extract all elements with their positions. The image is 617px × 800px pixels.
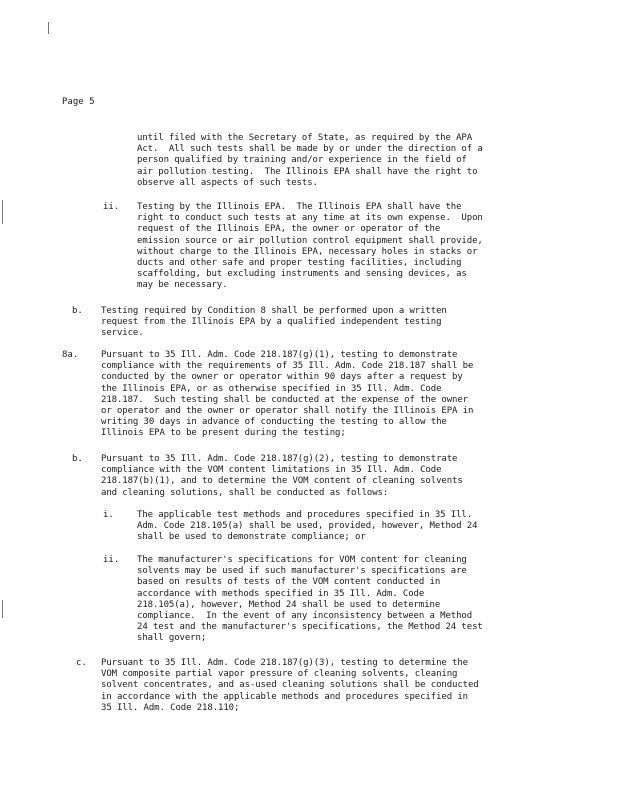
text-line: conducted by the owner or operator within 90 days after a request by: [101, 372, 463, 383]
scan-speck: [2, 200, 3, 224]
item-marker: ii.: [103, 555, 120, 565]
text-line: VOM composite partial vapor pressure of cleaning solvents, cleaning: [101, 669, 458, 680]
text-line: The manufacturer's specifications for VOM content for cleaning: [137, 555, 467, 565]
subsection-ii-manufacturer-specs: [137, 555, 483, 645]
text-line: compliance with the VOM content limitations in 35 Ill. Adm. Code: [101, 465, 442, 476]
text-line: or operator and the owner or operator shall notify the Illinois EPA in: [101, 406, 474, 417]
text-line: accordance with methods specified in 35 Ill. Adm. Code: [137, 588, 425, 599]
text-line: based on results of tests of the VOM content conducted in: [137, 577, 441, 588]
scan-speck: [2, 600, 3, 618]
item-marker: i.: [103, 510, 114, 520]
text-line: Illinois EPA to be present during the testing;: [101, 428, 346, 439]
text-line: service.: [101, 328, 144, 339]
section-8a-compliance-testing: [101, 350, 473, 440]
text-line: and cleaning solutions, shall be conducted as follows:: [101, 487, 389, 498]
text-line: Testing by the Illinois EPA. The Illinois EPA shall have the: [137, 202, 462, 212]
text-line: scaffolding, but excluding instruments and sensing devices, as: [137, 269, 467, 280]
text-line: shall govern;: [137, 633, 207, 644]
item-marker: b.: [72, 306, 83, 316]
text-line: writing 30 days in advance of conducting the testing to allow the: [101, 417, 447, 428]
text-line: right to conduct such tests at any time at its own expense. Upon: [137, 213, 483, 224]
text-line: solvents may be used if such manufacturer's specifications are: [137, 566, 467, 577]
text-line: compliance with the requirements of 35 Ill. Adm. Code 218.187 shall be: [101, 361, 474, 372]
item-marker: 8a.: [62, 350, 79, 360]
item-marker: c.: [76, 658, 87, 668]
text-line: shall be used to demonstrate compliance; or: [137, 532, 366, 543]
item-marker: ii.: [103, 202, 120, 212]
text-line: in accordance with the applicable methods and procedures specified in: [101, 691, 468, 702]
text-line: request from the Illinois EPA by a qualified independent testing: [101, 317, 442, 328]
text-line: may be necessary.: [137, 280, 228, 291]
text-line: 218.187(b)(1), and to determine the VOM content of cleaning solvents: [101, 476, 463, 487]
text-line: without charge to the Illinois EPA, necessary holes in stacks or: [137, 246, 478, 257]
text-line: Act. All such tests shall be made by or under the direction of a: [137, 144, 483, 155]
text-line: 35 Ill. Adm. Code 218.110;: [101, 702, 240, 713]
text-line: solvent concentrates, and as-used cleaning solutions shall be conducted: [101, 680, 479, 691]
text-line: Adm. Code 218.105(a) shall be used, provided, however, Method 24: [137, 521, 478, 532]
subsection-i-test-methods: [137, 510, 477, 544]
text-line: until filed with the Secretary of State, as required by the APA: [137, 133, 473, 143]
text-line: compliance. In the event of any inconsistency between a Method: [137, 611, 473, 622]
text-line: Pursuant to 35 Ill. Adm. Code 218.187(g)(3), testing to determine the: [101, 658, 468, 668]
section-c-vapor-pressure: [101, 658, 479, 714]
section-b-testing-required: [101, 306, 447, 340]
text-line: Pursuant to 35 Ill. Adm. Code 218.187(g)(2), testing to demonstrate: [101, 454, 458, 464]
text-line: request of the Illinois EPA, the owner or operator of the: [137, 224, 441, 235]
text-line: the Illinois EPA, or as otherwise specified in 35 Ill. Adm. Code: [101, 383, 442, 394]
section-b-vom-content: [101, 454, 463, 499]
continuation-paragraph: [137, 133, 483, 189]
text-line: 24 test and the manufacturer's specifications, the Method 24 test: [137, 622, 483, 633]
page-number: Page 5: [62, 97, 95, 107]
text-line: Pursuant to 35 Ill. Adm. Code 218.187(g)(1), testing to demonstrate: [101, 350, 458, 360]
text-line: observe all aspects of such tests.: [137, 177, 318, 188]
text-line: emission source or air pollution control equipment shall provide,: [137, 235, 483, 246]
text-line: ducts and other safe and proper testing facilities, including: [137, 258, 462, 269]
text-line: 218.187. Such testing shall be conducted at the expense of the owner: [101, 394, 468, 405]
text-line: The applicable test methods and procedures specified in 35 Ill.: [137, 510, 473, 520]
text-line: air pollution testing. The Illinois EPA shall have the right to: [137, 166, 478, 177]
text-line: 218.105(a), however, Method 24 shall be used to determine: [137, 599, 441, 610]
subsection-ii-testing-by-epa: [137, 202, 483, 292]
text-line: Testing required by Condition 8 shall be performed upon a written: [101, 306, 447, 316]
item-marker: b.: [72, 454, 83, 464]
text-line: person qualified by training and/or experience in the field of: [137, 155, 467, 166]
scan-speck: [48, 22, 49, 34]
